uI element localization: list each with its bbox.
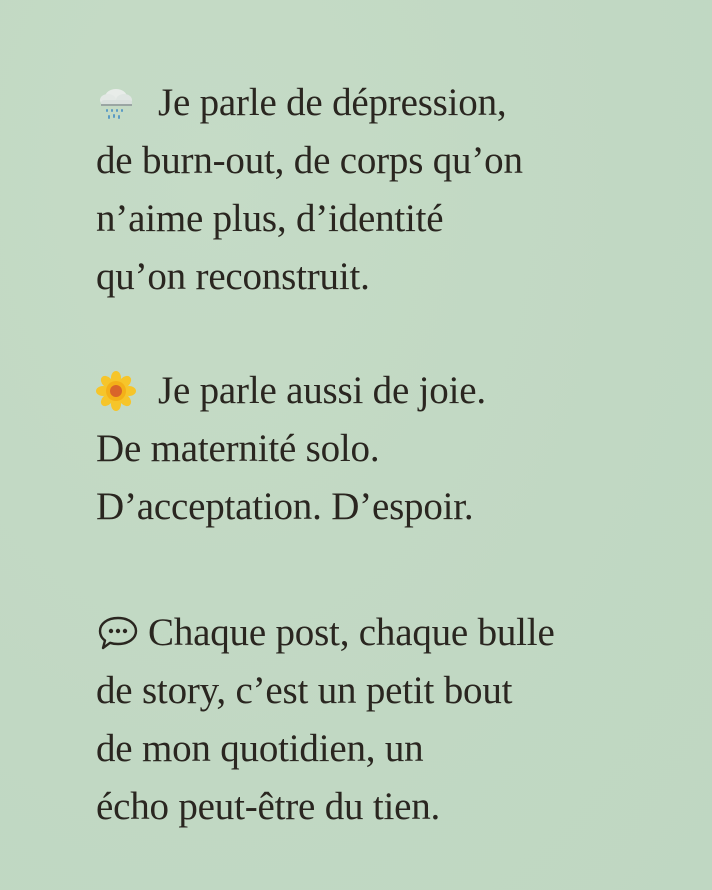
speech-bubble-icon [96, 613, 140, 653]
cloud-with-rain-icon [96, 83, 136, 123]
paragraph-depression [96, 74, 672, 306]
paragraph-lead-line [96, 74, 672, 132]
text-line: n’aime plus, d’identité [96, 197, 444, 240]
sunflower-icon [96, 371, 136, 411]
paragraph-lead-line [96, 362, 672, 420]
paragraph-lead-line [96, 604, 672, 662]
paragraph-joy [96, 362, 672, 536]
text-line: De maternité solo. [96, 427, 380, 470]
text-line: de burn-out, de corps qu’on [96, 139, 523, 182]
paragraph-stories [96, 604, 672, 836]
text-line: Je parle aussi de joie. [158, 369, 486, 412]
text-line: écho peut-être du tien. [96, 785, 441, 828]
text-line: de mon quotidien, un [96, 727, 424, 770]
text-line: Je parle de dépression, [158, 81, 507, 124]
text-line: qu’on reconstruit. [96, 255, 370, 298]
text-line: Chaque post, chaque bulle [148, 611, 555, 654]
text-line: de story, c’est un petit bout [96, 669, 513, 712]
text-line: D’acceptation. D’espoir. [96, 485, 474, 528]
